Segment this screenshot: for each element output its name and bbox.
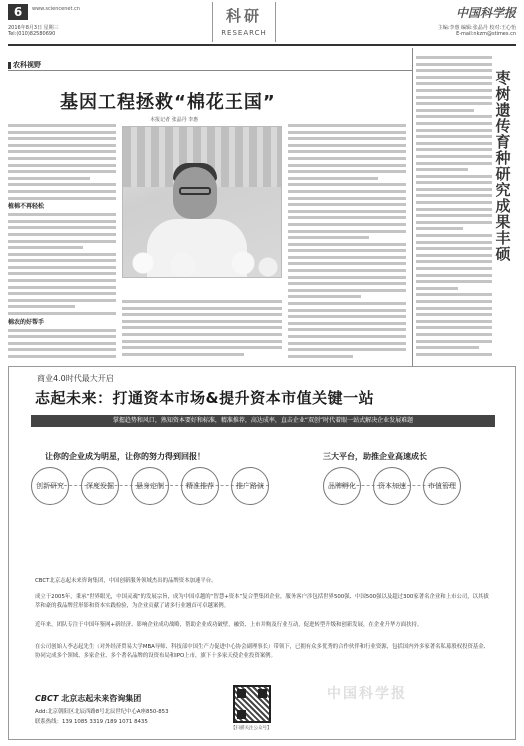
article-column-2 [122,300,282,360]
column-tag-bar [8,62,11,69]
platform-circle: 市值管理 [423,467,461,505]
ad-paragraph-2: 成立于2005年，秉承“世界眼光，中国灵魂”的发展宗旨，成为中国卓越的“智慧+资本”复合型集团企业，服务客户涉包括世界500强、中国500强以及超过300家著名企业和上市公司，以其拔萃和豪的我品牌营形影和资本实践检验，为企业贡献了诸多行业翘首可卓越案例。 [35,594,489,609]
text-line [8,279,116,282]
text-line [416,221,492,224]
text-line [288,177,378,180]
text-line [288,236,369,239]
text-line [288,124,406,127]
text-line [288,302,406,305]
text-line [288,131,406,134]
ad-paragraph-1: CBCT北京志起未来咨询集团，中国创新服务领域杰出的品牌资本加速平台。 [35,578,217,584]
text-line [8,348,116,351]
text-line [8,150,116,153]
paper-logo: 中国科学报 [455,6,516,20]
article-photo [122,126,282,278]
text-line [416,280,492,283]
text-line [288,355,353,358]
ad-title: 志起未来：打通资本市场&提升资本市值关键一站 [35,389,375,407]
text-line [8,272,116,275]
text-line [8,190,116,193]
text-line [416,214,492,217]
section-title: 科研 [225,7,262,25]
text-line [288,197,406,200]
column-tag-label: 农科视野 [13,61,41,69]
text-line [416,96,492,99]
service-circle: 精准推荐 [181,467,219,505]
site-url: www.sciencenet.cn [32,6,80,12]
text-line [416,326,492,329]
text-line [8,164,116,167]
text-line [8,220,116,223]
text-line [288,322,406,325]
text-line [416,208,492,211]
text-line [416,274,492,277]
editors-line: 主编:李惠 编辑:张晶丹 校对:王心怡 [437,25,516,31]
text-line [8,259,116,262]
text-line [288,230,406,233]
text-line [416,82,492,85]
text-line [416,102,492,105]
article-column-3 [288,124,406,360]
text-line [8,329,116,332]
photo-petri-dishes [123,249,282,277]
sidebar-vertical-title: 枣树遗传育种研究成果丰硕 [495,69,511,263]
text-line [416,234,492,237]
dateline: 2016年8月3日 星期三 [8,25,59,31]
text-line [8,183,116,186]
text-line [288,170,406,173]
text-line [8,197,116,200]
text-line [8,240,116,243]
text-line [416,76,492,79]
text-line [8,157,116,160]
text-line [8,226,116,229]
text-line [416,63,492,66]
text-line [8,137,116,140]
text-line [288,216,406,219]
text-line [8,246,83,249]
text-line [8,170,116,173]
text-line [416,194,492,197]
text-line [8,342,116,345]
ad-band: 掌握趋势和风口，熟知资本要好和标准，精准推荐，高达成率，直击企业“双创”时代着眼一站式解决企业发展难题 [31,415,495,427]
ad-paragraph-4: 在公司创始人李志起先生（对外经济贸易大学MBA导师、科技部中国生产力促进中心协会副理事长）带领下，已拥有众多优秀的合作伙伴和行业资源，包括国内外多家著名私募股权投资基金、协同完成多个领域、多家企业、多个著名品牌的设资布局和IPO上市，旗下十多家天使企业投资案例。 [35,644,490,659]
article-subhead: 棉农的好帮手 [8,318,45,326]
text-line [416,155,492,158]
text-line [416,254,492,257]
text-line [122,300,282,303]
text-line [8,253,116,256]
text-line [288,190,406,193]
ad-platform-heading: 三大平台，助推企业高速成长 [323,452,427,461]
text-line [122,307,282,310]
text-line [8,299,116,302]
text-line [416,320,492,323]
text-line [416,56,492,59]
text-line [288,183,406,186]
text-line [8,266,116,269]
telephone: Tel:(010)82580690 [8,31,56,37]
text-line [416,168,468,171]
watermark: 中国科学报 [327,686,407,702]
text-line [122,326,282,329]
article-byline: 本报记者 张晶丹 李惠 [150,117,199,123]
text-line [288,150,406,153]
service-circle: 悬身定制 [131,467,169,505]
text-line [416,333,492,336]
ad-paragraph-3: 近年来，团队专注于中国年鉴网+新经济、影响企业成功战略，帮助企业成功破壁，融资、上市并购及行业互动，促进转型升级和创新发展，在企业升华方面扶持。 [35,622,423,628]
text-line [416,247,492,250]
article-subhead: 植棉不再轻松 [8,203,45,211]
text-line [8,233,116,236]
text-line [288,289,406,292]
page-number: 6 [8,4,28,20]
text-line [288,315,406,318]
text-line [416,109,474,112]
text-line [416,162,492,165]
company-phone: 联系热线：139 1085 3319 /189 1071 8435 [35,719,148,725]
text-line [8,144,116,147]
text-line [288,328,406,331]
text-line [416,69,492,72]
text-line [8,124,116,127]
email-line: E-mail:nkzm@stimes.cn [456,31,516,37]
text-line [416,307,492,310]
text-line [416,115,492,118]
company-name: 北京志起未来咨询集团 [61,694,142,703]
text-line [416,353,492,356]
text-line [288,203,406,206]
text-line [288,282,406,285]
text-line [288,276,406,279]
text-line [288,335,406,338]
text-line [416,201,492,204]
qr-code-icon[interactable] [233,685,271,723]
text-line [288,342,406,345]
text-line [416,241,492,244]
sidebar-column-1 [416,56,492,360]
platform-circle: 品牌孵化 [323,467,361,505]
text-line [288,262,406,265]
text-line [8,292,116,295]
text-line [288,137,406,140]
article-headline: 基因工程拯救“棉花王国” [60,92,276,113]
text-line [416,175,492,178]
text-line [416,346,479,349]
platform-circle: 资本加速 [373,467,411,505]
article-column-1 [8,124,116,360]
text-line [416,148,492,151]
text-line [288,256,406,259]
text-line [122,353,244,356]
text-line [288,309,406,312]
text-line [416,227,463,230]
advertisement [8,366,516,740]
text-line [288,164,406,167]
text-line [416,300,492,303]
text-line [288,249,406,252]
text-line [288,269,406,272]
section-box [212,2,276,42]
photo-glasses [179,187,211,195]
text-line [8,177,90,180]
text-line [416,293,492,296]
text-line [416,135,492,138]
text-line [288,223,406,226]
text-line [416,122,492,125]
qr-caption: 【扫描关注公众号】 [231,726,272,731]
text-line [416,188,492,191]
company-address: Add:北京朝阳区北辰西路8号北辰世纪中心A座850-853 [35,709,169,715]
ad-tagline: 商业4.0时代最大开启 [37,374,114,383]
text-line [122,313,282,316]
sidebar-divider [412,48,413,368]
text-line [416,142,492,145]
text-line [288,243,406,246]
service-circle: 推广路演 [231,467,269,505]
text-line [288,348,406,351]
text-line [122,320,282,323]
text-line [288,157,406,160]
text-line [122,340,282,343]
text-line [288,144,406,147]
text-line [8,305,75,308]
section-subtitle: RESEARCH [221,29,267,37]
text-line [8,335,116,338]
text-line [8,286,116,289]
column-tag [8,60,41,70]
column-rule [8,70,412,71]
text-line [416,89,492,92]
text-line [416,287,458,290]
text-line [288,210,406,213]
text-line [416,260,492,263]
company-logo-mark: CBCT [35,694,59,703]
text-line [288,295,361,298]
text-line [416,181,492,184]
text-line [416,129,492,132]
text-line [8,213,116,216]
text-line [122,346,282,349]
text-line [416,340,492,343]
text-line [416,313,492,316]
service-circle: 深度发掘 [81,467,119,505]
ad-slogan: 让你的企业成为明星，让你的努力得到回报！ [45,452,205,461]
company-logo [35,693,141,704]
text-line [8,131,116,134]
text-line [8,312,116,315]
masthead [8,2,516,46]
service-circle: 创新研究 [31,467,69,505]
text-line [416,267,492,270]
text-line [8,355,116,358]
text-line [122,333,282,336]
